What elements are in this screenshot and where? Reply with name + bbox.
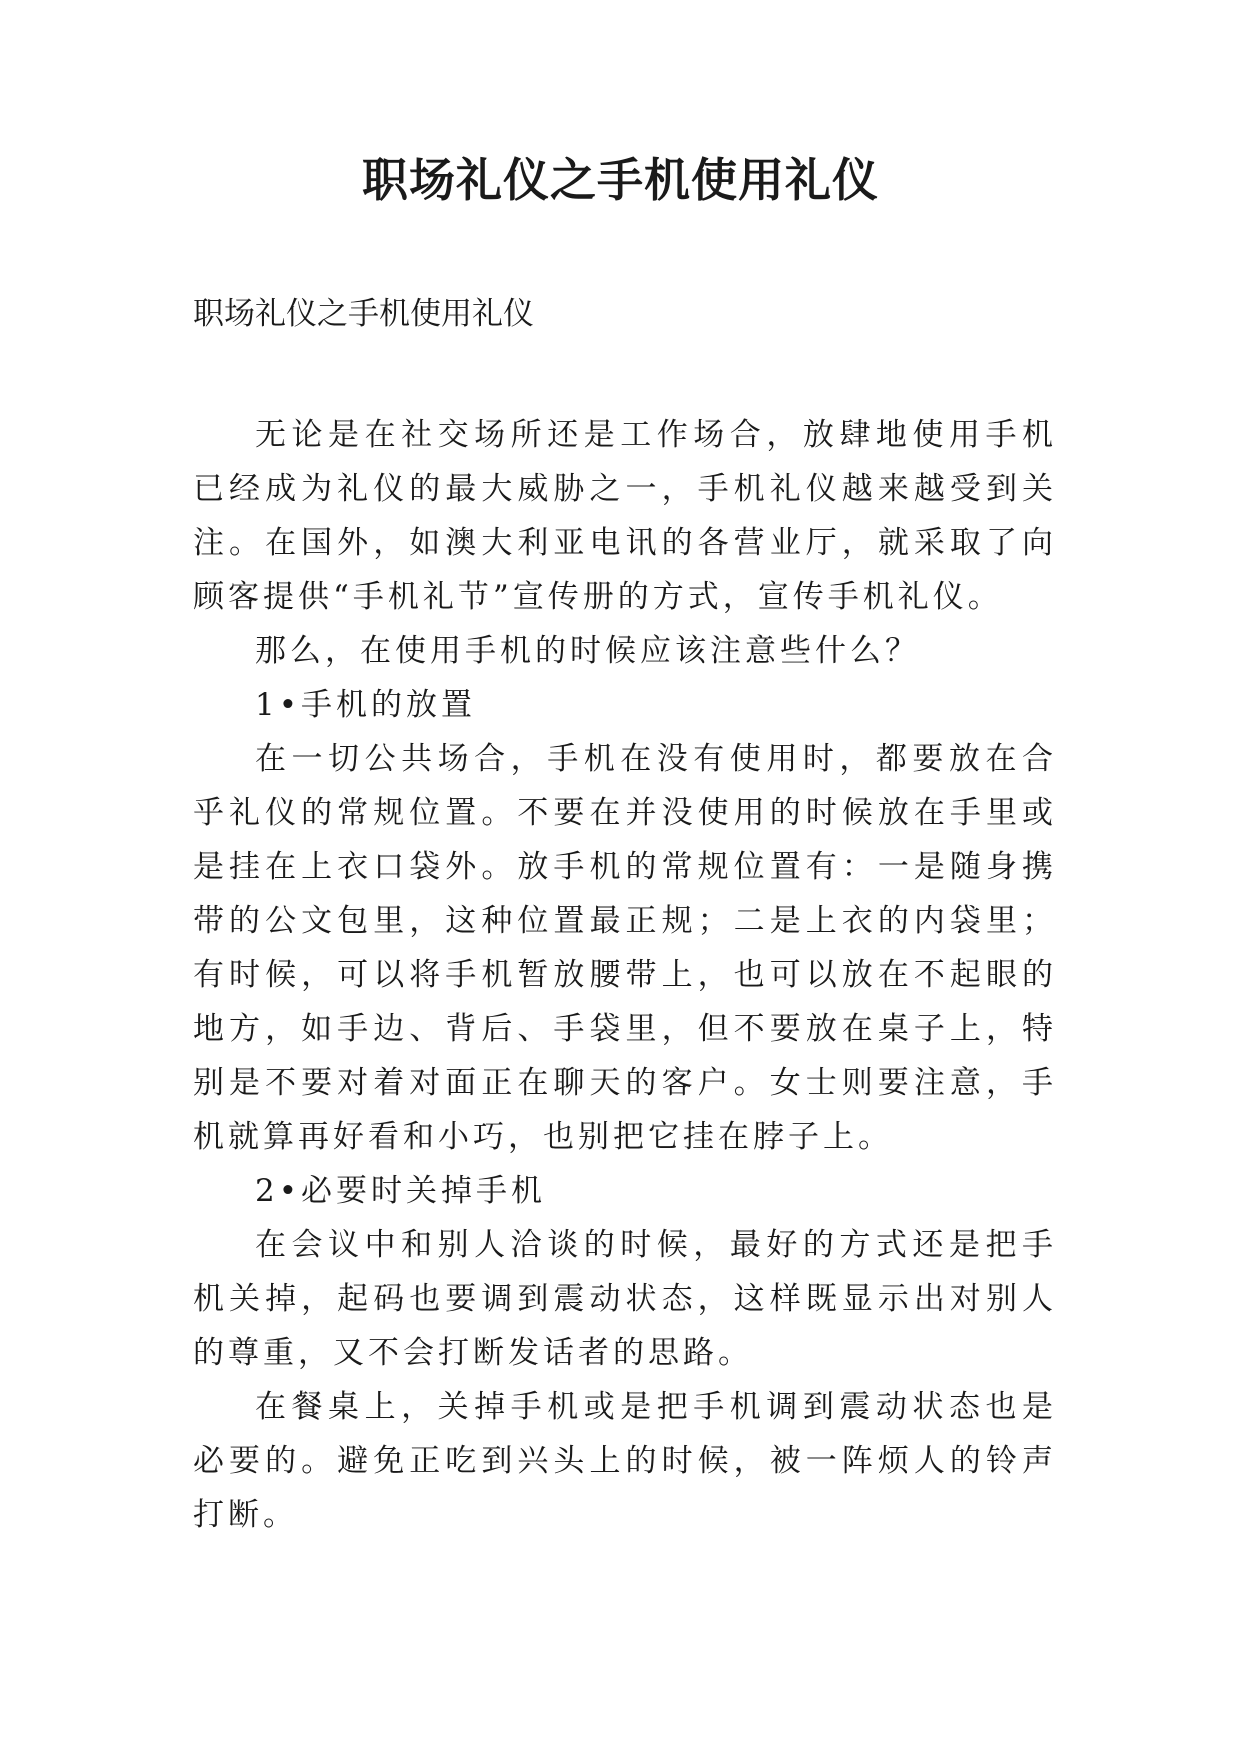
paragraph: 无论是在社交场所还是工作场合，放肆地使用手机已经成为礼仪的最大威胁之一，手机礼仪越来越受到关注。在国外，如澳大利亚电讯的各营业厅，就采取了向顾客提供“手机礼节”宣传册的方式，宣传手机礼仪。 xyxy=(193,417,1057,615)
document-subtitle: 职场礼仪之手机使用礼仪 xyxy=(193,296,534,332)
document-body xyxy=(193,408,1057,1542)
document-title: 职场礼仪之手机使用礼仪 xyxy=(362,153,879,207)
paragraph: 在会议中和别人洽谈的时候，最好的方式还是把手机关掉，起码也要调到震动状态，这样既显示出对别人的尊重，又不会打断发话者的思路。 xyxy=(193,1227,1057,1371)
paragraph: 那么，在使用手机的时候应该注意些什么？ xyxy=(255,633,920,669)
section-heading: 2•必要时关掉手机 xyxy=(255,1173,547,1209)
paragraph: 在餐桌上，关掉手机或是把手机调到震动状态也是必要的。避免正吃到兴头上的时候，被一阵烦人的铃声打断。 xyxy=(193,1389,1057,1533)
paragraph: 在一切公共场合，手机在没有使用时，都要放在合乎礼仪的常规位置。不要在并没使用的时候放在手里或是挂在上衣口袋外。放手机的常规位置有：一是随身携带的公文包里，这种位置最正规；二是上衣的内袋里；有时候，可以将手机暂放腰带上，也可以放在不起眼的地方，如手边、背后、手袋里，但不要放在桌子上，特别是不要对着对面正在聊天的客户。女士则要注意，手机就算再好看和小巧，也别把它挂在脖子上。 xyxy=(193,741,1057,1155)
section-heading: 1•手机的放置 xyxy=(255,687,477,723)
